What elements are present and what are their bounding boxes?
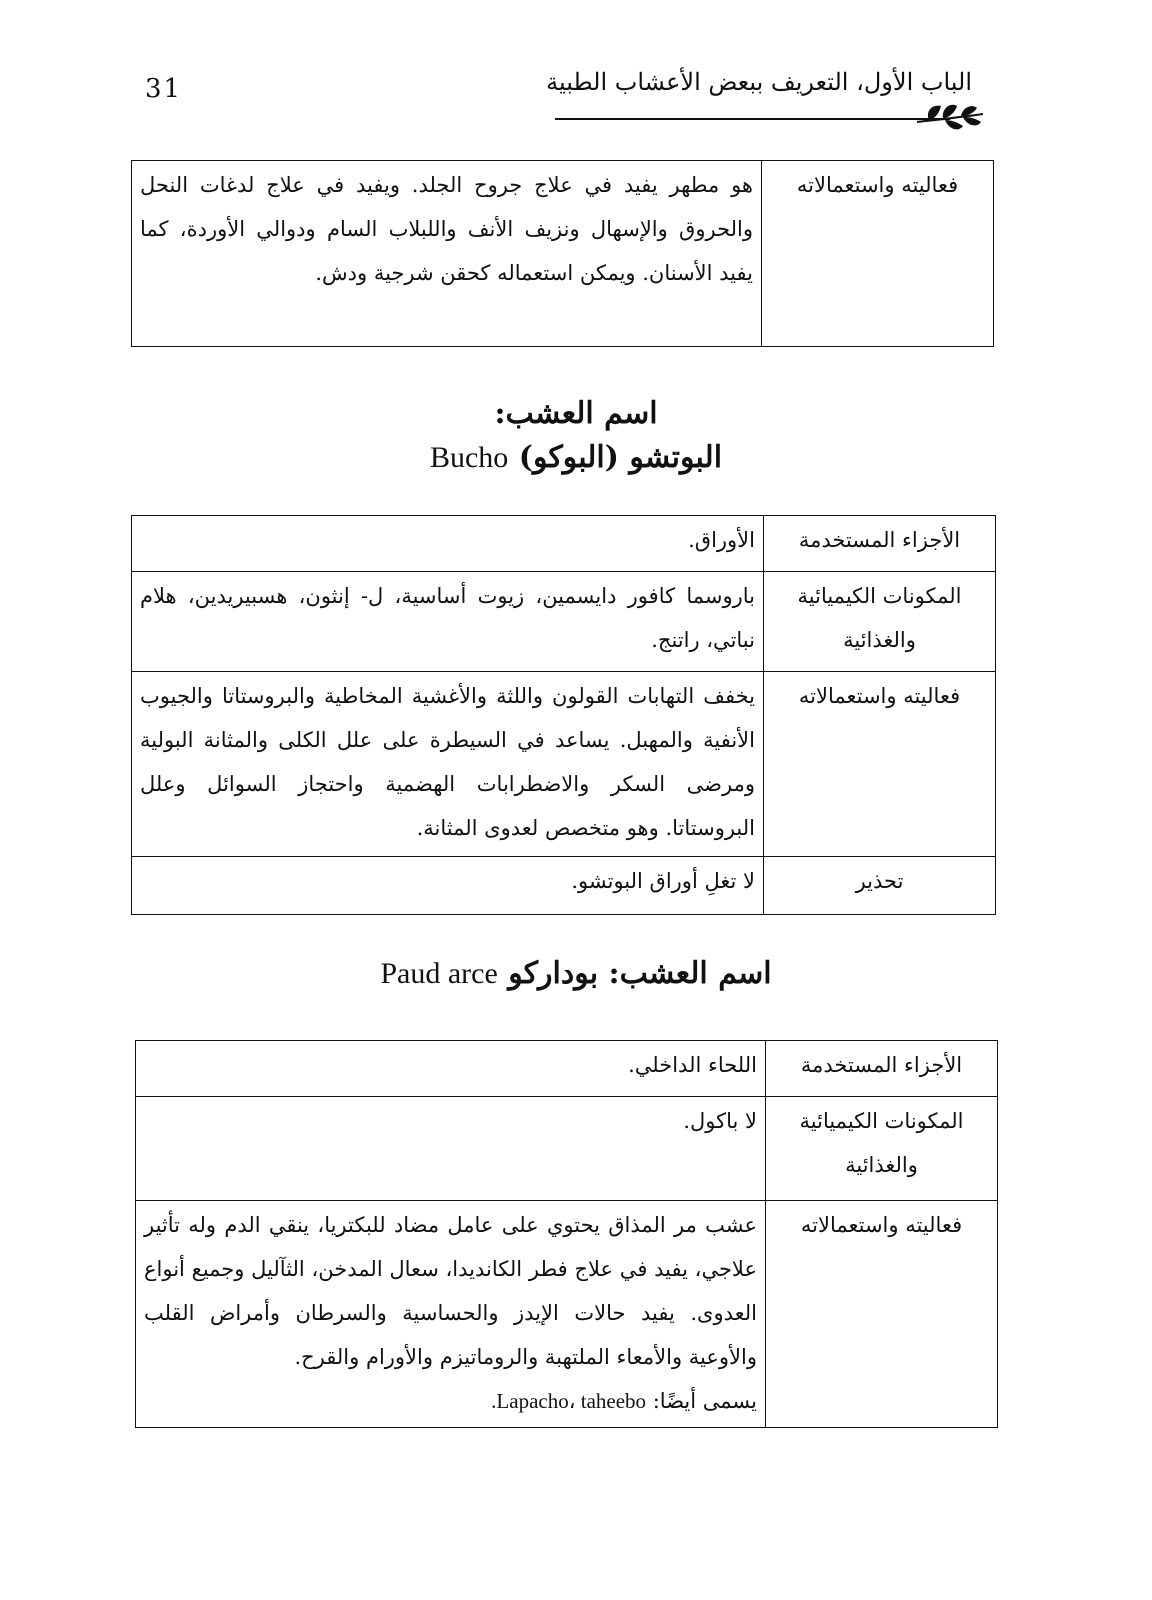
herb-heading-label: اسم العشب: — [608, 956, 772, 991]
continuation-table — [131, 160, 994, 347]
herb-name-arabic: البوتشو (البوكو) — [518, 440, 723, 475]
row-label: فعاليته واستعمالاته — [764, 672, 996, 857]
herb-name-arabic: بوداركو — [508, 956, 599, 991]
table-row — [132, 672, 996, 857]
leaf-branch-icon — [915, 100, 985, 134]
table-row — [132, 516, 996, 572]
herb-heading-pau-darco — [0, 952, 1152, 996]
herb-name-latin: Paud arce — [380, 957, 498, 990]
row-value: يخفف التهابات القولون واللثة والأغشية المخاطية والبروستاتا والجيوب الأنفية والمهبل. يساعد في السيطرة على علل الكلى والمثانة البولية ومرضى السكر والاضطرابات الهضمية واحتجاز السوائل وعلل البروستاتا. وهو متخصص لعدوى المثانة. — [132, 672, 764, 857]
header-rule — [555, 118, 950, 120]
uses-text: عشب مر المذاق يحتوي على عامل مضاد للبكتريا، ينقي الدم وله تأثير علاجي، يفيد في علاج فطر الكانديدا، سعال المدخن، الثآليل وجميع أنواع العدوى. يفيد حالات الإيدز والحساسية والسرطان وأمراض القلب والأوعية والأمعاء الملتهبة والروماتيزم والأورام والقرح. — [144, 1213, 757, 1369]
row-value: باروسما كافور دايسمين، زيوت أساسية، ل- إنثون، هسبيريدين، هلام نباتي، راتنج. — [132, 572, 764, 672]
row-value: لا تغلِ أوراق البوتشو. — [132, 857, 764, 915]
row-value: اللحاء الداخلي. — [136, 1041, 766, 1097]
row-label: الأجزاء المستخدمة — [764, 516, 996, 572]
table-row — [132, 161, 994, 347]
page-number: 31 — [145, 74, 183, 104]
herb-heading-label: اسم العشب: — [494, 396, 658, 431]
herb-table-bucho — [131, 515, 996, 915]
row-value: لا باكول. — [136, 1097, 766, 1201]
table-row — [132, 572, 996, 672]
row-label: الأجزاء المستخدمة — [766, 1041, 998, 1097]
row-label: المكونات الكيميائية والغذائية — [766, 1097, 998, 1201]
row-value: هو مطهر يفيد في علاج جروح الجلد. ويفيد في علاج لدغات النحل والحروق والإسهال ونزيف الأنف واللبلاب السام ودوالي الأوردة، كما يفيد الأسنان. ويمكن استعماله كحقن شرجية ودش. — [132, 161, 762, 347]
table-row — [136, 1201, 998, 1428]
table-row — [136, 1041, 998, 1097]
herb-name-line — [0, 436, 1152, 480]
also-called-names: Lapacho، taheebo. — [491, 1389, 647, 1413]
table-row — [136, 1097, 998, 1201]
row-label: المكونات الكيميائية والغذائية — [764, 572, 996, 672]
running-title: الباب الأول، التعريف ببعض الأعشاب الطبية — [546, 68, 972, 96]
row-label: تحذير — [764, 857, 996, 915]
also-called-label: يسمى أيضًا: — [652, 1389, 757, 1413]
herb-name-latin: Bucho — [429, 441, 509, 474]
herb-table-pau-darco — [135, 1040, 998, 1428]
herb-heading-bucho — [0, 392, 1152, 480]
table-row — [132, 857, 996, 915]
row-value — [136, 1201, 766, 1428]
also-called — [144, 1379, 757, 1423]
row-value: الأوراق. — [132, 516, 764, 572]
row-label: فعاليته واستعمالاته — [762, 161, 994, 347]
row-label: فعاليته واستعمالاته — [766, 1201, 998, 1428]
